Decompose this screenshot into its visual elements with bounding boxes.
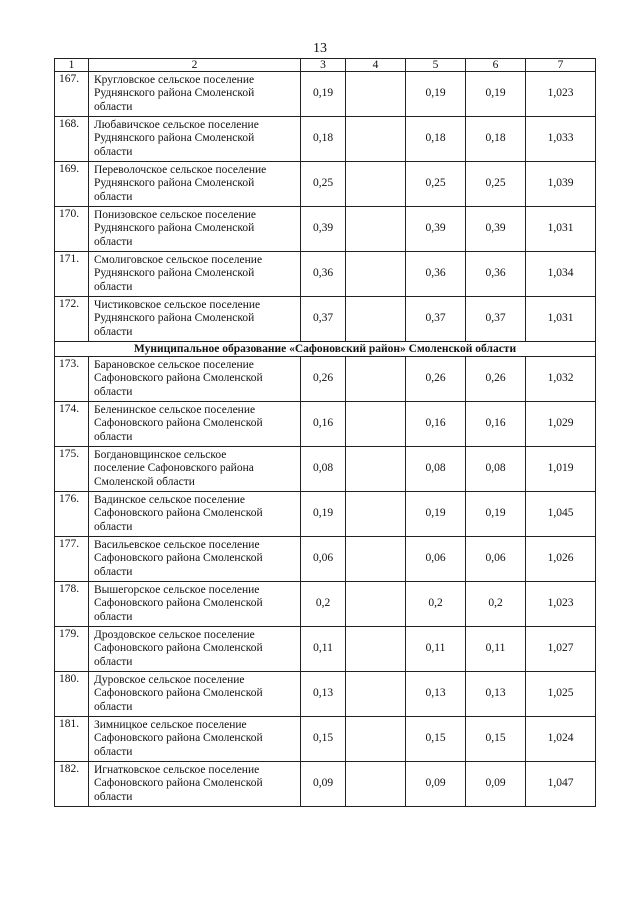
row-number: 180. [55, 672, 89, 717]
row-number: 177. [55, 537, 89, 582]
value-cell-c7: 1,045 [526, 492, 596, 537]
table-row [55, 297, 596, 342]
value-cell-c3: 0,08 [301, 447, 346, 492]
settlement-name-line: Руднянского района Смоленской [94, 87, 255, 100]
settlement-name-line: Сафоновского района Смоленской [94, 372, 263, 385]
settlement-name-line: Сафоновского района Смоленской [94, 417, 263, 430]
settlement-name-line: Богдановщинское сельское [94, 449, 227, 462]
settlement-name-line: Зимницкое сельское поселение [94, 719, 247, 732]
row-number: 178. [55, 582, 89, 627]
value-cell-c6: 0,26 [466, 357, 526, 402]
settlement-name-line: Смолиговское сельское поселение [94, 254, 263, 267]
column-header: 1 [55, 59, 89, 72]
settlement-name [89, 717, 301, 762]
row-number: 167. [55, 72, 89, 117]
value-cell-c4 [346, 672, 406, 717]
settlement-name [89, 492, 301, 537]
settlement-name-line: области [94, 280, 133, 293]
row-number: 170. [55, 207, 89, 252]
value-cell-c3: 0,11 [301, 627, 346, 672]
value-cell-c3: 0,18 [301, 117, 346, 162]
table-row [55, 717, 596, 762]
settlement-name-line: области [94, 385, 133, 398]
value-cell-c6: 0,19 [466, 72, 526, 117]
settlement-name [89, 357, 301, 402]
value-cell-c4 [346, 252, 406, 297]
settlement-name-line: Кругловское сельское поселение [94, 74, 255, 87]
settlement-name [89, 72, 301, 117]
settlement-name-line: Сафоновского района Смоленской [94, 777, 263, 790]
table-row [55, 492, 596, 537]
value-cell-c4 [346, 762, 406, 807]
settlement-name-line: Васильевское сельское поселение [94, 539, 260, 552]
value-cell-c4 [346, 582, 406, 627]
value-cell-c7: 1,034 [526, 252, 596, 297]
value-cell-c6: 0,16 [466, 402, 526, 447]
settlement-name-line: области [94, 610, 133, 623]
value-cell-c7: 1,032 [526, 357, 596, 402]
settlement-name-line: Дуровское сельское поселение [94, 674, 245, 687]
value-cell-c7: 1,027 [526, 627, 596, 672]
settlement-name-line: Барановское сельское поселение [94, 359, 254, 372]
value-cell-c3: 0,19 [301, 72, 346, 117]
value-cell-c7: 1,023 [526, 582, 596, 627]
value-cell-c6: 0,36 [466, 252, 526, 297]
row-number: 179. [55, 627, 89, 672]
value-cell-c6: 0,18 [466, 117, 526, 162]
settlement-name [89, 672, 301, 717]
value-cell-c6: 0,11 [466, 627, 526, 672]
settlement-name [89, 537, 301, 582]
table-row [55, 162, 596, 207]
value-cell-c4 [346, 537, 406, 582]
value-cell-c4 [346, 117, 406, 162]
settlement-name-line: области [94, 520, 133, 533]
settlement-name-line: Вышегорское сельское поселение [94, 584, 260, 597]
value-cell-c5: 0,37 [406, 297, 466, 342]
settlement-name-line: области [94, 145, 133, 158]
value-cell-c6: 0,13 [466, 672, 526, 717]
settlement-name-line: Руднянского района Смоленской [94, 132, 255, 145]
settlement-name-line: Сафоновского района Смоленской [94, 732, 263, 745]
settlement-name-line: Игнатковское сельское поселение [94, 764, 260, 777]
column-header: 6 [466, 59, 526, 72]
column-header: 3 [301, 59, 346, 72]
value-cell-c5: 0,19 [406, 72, 466, 117]
value-cell-c3: 0,37 [301, 297, 346, 342]
settlement-name-line: Руднянского района Смоленской [94, 312, 255, 325]
value-cell-c4 [346, 207, 406, 252]
settlement-name [89, 447, 301, 492]
value-cell-c4 [346, 72, 406, 117]
value-cell-c4 [346, 402, 406, 447]
value-cell-c3: 0,15 [301, 717, 346, 762]
settlement-name-line: Чистиковское сельское поселение [94, 299, 261, 312]
value-cell-c3: 0,06 [301, 537, 346, 582]
settlement-name [89, 252, 301, 297]
value-cell-c6: 0,15 [466, 717, 526, 762]
settlement-name [89, 627, 301, 672]
value-cell-c7: 1,029 [526, 402, 596, 447]
settlement-name [89, 117, 301, 162]
settlement-name-line: Беленинское сельское поселение [94, 404, 256, 417]
settlement-name [89, 207, 301, 252]
value-cell-c7: 1,025 [526, 672, 596, 717]
table-row [55, 72, 596, 117]
value-cell-c5: 0,06 [406, 537, 466, 582]
table-row [55, 537, 596, 582]
settlement-name-line: Сафоновского района Смоленской [94, 687, 263, 700]
settlement-name-line: Любавичское сельское поселение [94, 119, 259, 132]
settlement-name-line: Сафоновского района Смоленской [94, 597, 263, 610]
settlement-name-line: Вадинское сельское поселение [94, 494, 246, 507]
value-cell-c7: 1,033 [526, 117, 596, 162]
settlement-name-line: области [94, 565, 133, 578]
value-cell-c3: 0,19 [301, 492, 346, 537]
page-number: 13 [313, 41, 327, 56]
value-cell-c5: 0,11 [406, 627, 466, 672]
value-cell-c5: 0,15 [406, 717, 466, 762]
settlement-name-line: Дроздовское сельское поселение [94, 629, 255, 642]
column-header-row [55, 59, 596, 72]
value-cell-c3: 0,39 [301, 207, 346, 252]
value-cell-c7: 1,047 [526, 762, 596, 807]
value-cell-c4 [346, 717, 406, 762]
value-cell-c6: 0,2 [466, 582, 526, 627]
row-number: 182. [55, 762, 89, 807]
table-row [55, 402, 596, 447]
value-cell-c5: 0,08 [406, 447, 466, 492]
settlement-name-line: области [94, 235, 133, 248]
value-cell-c3: 0,2 [301, 582, 346, 627]
value-cell-c3: 0,13 [301, 672, 346, 717]
settlement-name-line: области [94, 100, 133, 113]
value-cell-c4 [346, 297, 406, 342]
value-cell-c6: 0,19 [466, 492, 526, 537]
settlement-name [89, 297, 301, 342]
value-cell-c4 [346, 162, 406, 207]
value-cell-c7: 1,026 [526, 537, 596, 582]
value-cell-c4 [346, 627, 406, 672]
value-cell-c3: 0,36 [301, 252, 346, 297]
settlement-name-line: Руднянского района Смоленской [94, 222, 255, 235]
settlement-name-line: Понизовское сельское поселение [94, 209, 257, 222]
value-cell-c7: 1,039 [526, 162, 596, 207]
group-heading-row [55, 342, 596, 357]
settlement-name-line: области [94, 430, 133, 443]
table-row [55, 672, 596, 717]
table-row [55, 762, 596, 807]
row-number: 171. [55, 252, 89, 297]
settlement-name-line: Руднянского района Смоленской [94, 177, 255, 190]
table-row [55, 207, 596, 252]
column-header: 2 [89, 59, 301, 72]
table-row [55, 582, 596, 627]
row-number: 169. [55, 162, 89, 207]
group-heading: Муниципальное образование «Сафоновский район» Смоленской области [55, 342, 596, 357]
settlement-name-line: Переволочское сельское поселение [94, 164, 267, 177]
value-cell-c6: 0,25 [466, 162, 526, 207]
value-cell-c5: 0,18 [406, 117, 466, 162]
value-cell-c5: 0,39 [406, 207, 466, 252]
value-cell-c6: 0,37 [466, 297, 526, 342]
value-cell-c3: 0,25 [301, 162, 346, 207]
row-number: 176. [55, 492, 89, 537]
value-cell-c5: 0,09 [406, 762, 466, 807]
settlement-name-line: области [94, 745, 133, 758]
settlement-name-line: области [94, 655, 133, 668]
value-cell-c5: 0,26 [406, 357, 466, 402]
value-cell-c5: 0,36 [406, 252, 466, 297]
value-cell-c5: 0,2 [406, 582, 466, 627]
value-cell-c5: 0,16 [406, 402, 466, 447]
row-number: 173. [55, 357, 89, 402]
value-cell-c4 [346, 357, 406, 402]
value-cell-c7: 1,031 [526, 207, 596, 252]
value-cell-c5: 0,13 [406, 672, 466, 717]
table-row [55, 117, 596, 162]
value-cell-c7: 1,024 [526, 717, 596, 762]
table-row [55, 447, 596, 492]
row-number: 172. [55, 297, 89, 342]
row-number: 175. [55, 447, 89, 492]
table-row [55, 627, 596, 672]
settlement-name [89, 582, 301, 627]
value-cell-c5: 0,19 [406, 492, 466, 537]
value-cell-c4 [346, 492, 406, 537]
row-number: 168. [55, 117, 89, 162]
column-header: 5 [406, 59, 466, 72]
settlement-name-line: области [94, 190, 133, 203]
column-header: 7 [526, 59, 596, 72]
settlement-name [89, 162, 301, 207]
value-cell-c7: 1,019 [526, 447, 596, 492]
settlement-name-line: области [94, 700, 133, 713]
settlement-name [89, 762, 301, 807]
value-cell-c3: 0,16 [301, 402, 346, 447]
data-table [54, 58, 596, 807]
table-row [55, 357, 596, 402]
column-header: 4 [346, 59, 406, 72]
settlement-name-line: Сафоновского района Смоленской [94, 507, 263, 520]
settlement-name-line: области [94, 790, 133, 803]
settlement-name [89, 402, 301, 447]
settlement-name-line: Руднянского района Смоленской [94, 267, 255, 280]
row-number: 181. [55, 717, 89, 762]
settlement-name-line: Смоленской области [94, 475, 195, 488]
value-cell-c7: 1,031 [526, 297, 596, 342]
settlement-name-line: Сафоновского района Смоленской [94, 642, 263, 655]
settlement-name-line: поселение Сафоновского района [94, 462, 254, 475]
settlement-name-line: области [94, 325, 133, 338]
row-number: 174. [55, 402, 89, 447]
value-cell-c7: 1,023 [526, 72, 596, 117]
value-cell-c6: 0,09 [466, 762, 526, 807]
value-cell-c5: 0,25 [406, 162, 466, 207]
settlement-name-line: Сафоновского района Смоленской [94, 552, 263, 565]
value-cell-c4 [346, 447, 406, 492]
value-cell-c6: 0,39 [466, 207, 526, 252]
value-cell-c6: 0,06 [466, 537, 526, 582]
value-cell-c3: 0,09 [301, 762, 346, 807]
table-row [55, 252, 596, 297]
value-cell-c3: 0,26 [301, 357, 346, 402]
value-cell-c6: 0,08 [466, 447, 526, 492]
